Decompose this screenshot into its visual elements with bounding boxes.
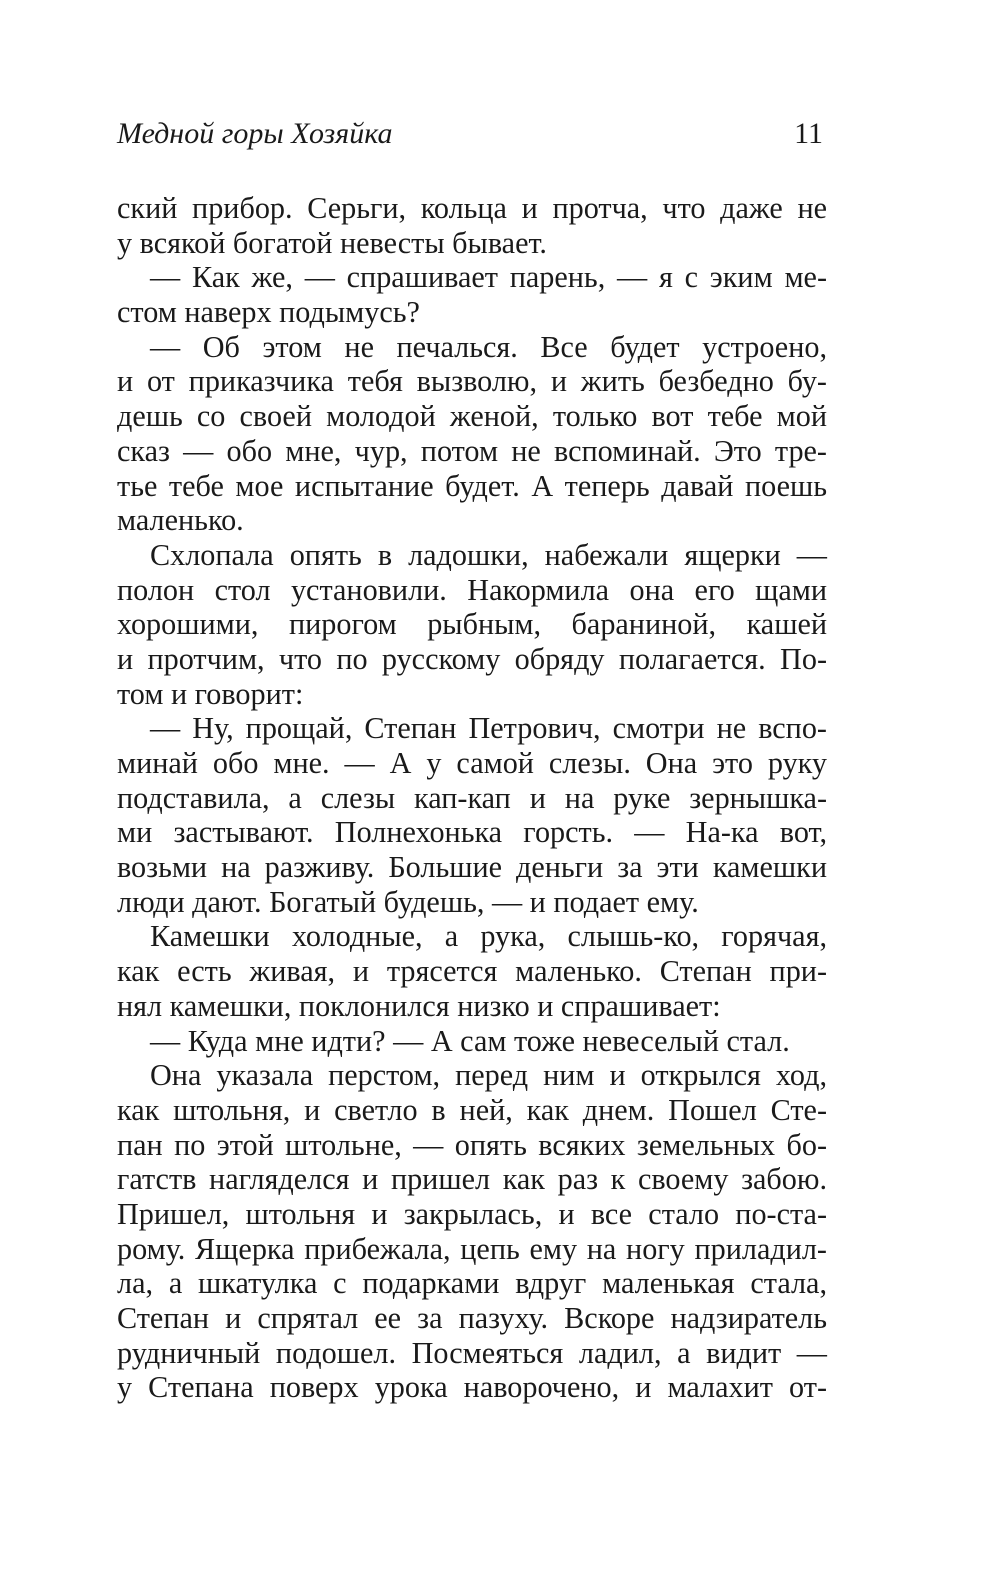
- text-line: ла, а шкатулка с подарками вдруг маленькая стала,: [117, 1266, 827, 1301]
- text-line: — Как же, — спрашивает парень, — я с эким ме-: [150, 260, 827, 295]
- text-line: — Ну, прощай, Степан Петрович, смотри не вспо-: [150, 711, 827, 746]
- text-line: Она указала перстом, перед ним и открылся ход,: [150, 1058, 827, 1093]
- text-line: возьми на разживу. Большие деньги за эти камешки: [117, 850, 827, 885]
- text-line: люди дают. Богатый будешь, — и подает ему.: [117, 884, 699, 919]
- text-line: сказ — обо мне, чур, потом не вспоминай. Это тре-: [117, 433, 827, 468]
- text-line: рудничный подошел. Посмеяться ладил, а видит —: [117, 1335, 827, 1370]
- body-text: [117, 191, 827, 1405]
- text-line: Камешки холодные, а рука, слышь-ко, горячая,: [150, 919, 827, 954]
- text-line: ми застывают. Полнехонька горсть. — На-ка вот,: [117, 815, 827, 850]
- text-line: у Степана поверх урока наворочено, и малахит от-: [117, 1370, 827, 1405]
- text-line: стом наверх подымусь?: [117, 295, 420, 330]
- text-line: Степан и спрятал ее за пазуху. Вскоре надзиратель: [117, 1301, 827, 1335]
- text-line: гатств нагляделся и пришел как раз к своему забою.: [117, 1162, 827, 1197]
- text-line: у всякой богатой невесты бывает.: [117, 225, 547, 260]
- text-line: маленько.: [117, 503, 244, 538]
- text-line: Пришел, штольня и закрылась, и все стало по-ста-: [117, 1196, 827, 1231]
- text-line: и протчим, что по русскому обряду полагается. По-: [117, 641, 827, 676]
- text-line: — Об этом не печалься. Все будет устроено,: [150, 329, 827, 364]
- text-line: как штольня, и светло в ней, как днем. Пошел Сте-: [117, 1092, 827, 1127]
- text-line: полон стол установили. Накормила она его щами: [117, 572, 827, 607]
- text-line: и от приказчика тебя вызволю, и жить безбедно бу-: [117, 364, 827, 399]
- text-line: том и говорит:: [117, 676, 304, 711]
- text-line: подставила, а слезы кап-кап и на руке зернышка-: [117, 780, 827, 815]
- page-number: 11: [794, 117, 823, 150]
- text-line: рому. Ящерка прибежала, цепь ему на ногу приладил-: [117, 1231, 827, 1266]
- text-line: нял камешки, поклонился низко и спрашивает:: [117, 988, 721, 1023]
- text-line: Схлопала опять в ладошки, набежали ящерки —: [150, 537, 827, 572]
- text-line: минай обо мне. — А у самой слезы. Она это руку: [117, 746, 827, 780]
- text-line: как есть живая, и трясется маленько. Степан при-: [117, 954, 827, 989]
- text-line: дешь со своей молодой женой, только вот тебе мой: [117, 399, 827, 434]
- text-line: хорошими, пирогом рыбным, бараниной, кашей: [117, 607, 827, 642]
- text-line: пан по этой штольне, — опять всяких земельных бо-: [117, 1127, 827, 1162]
- running-title: Медной горы Хозяйка: [117, 117, 393, 150]
- text-line: ский прибор. Серьги, кольца и протча, что даже не: [117, 191, 827, 225]
- text-line: — Куда мне идти? — А сам тоже невеселый стал.: [150, 1023, 790, 1058]
- text-line: тье тебе мое испытание будет. А теперь давай поешь: [117, 468, 827, 503]
